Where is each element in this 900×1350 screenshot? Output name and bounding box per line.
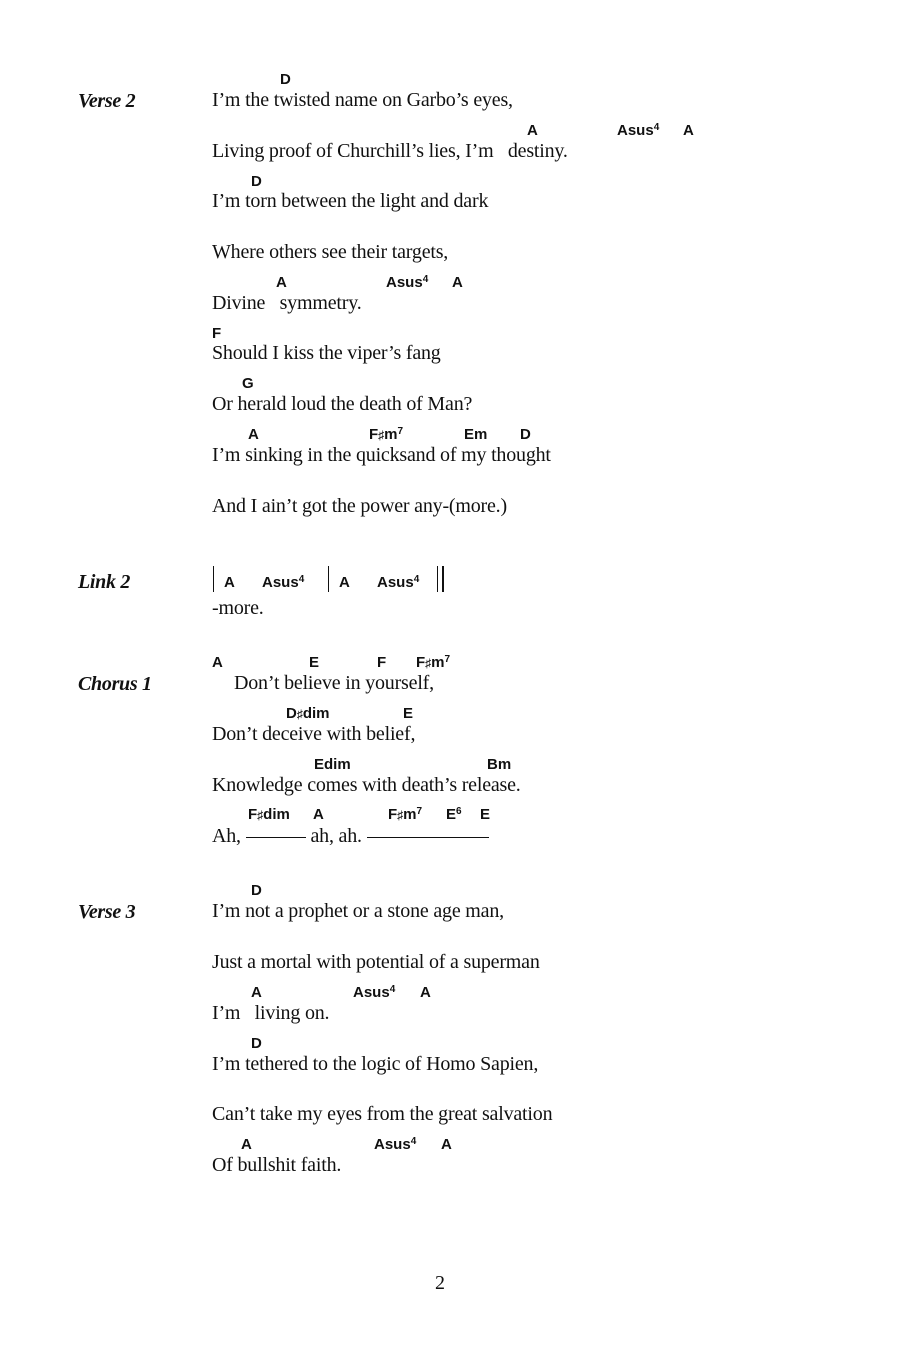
lyric-line: I’m sinking in the quicksand of my thought: [212, 444, 551, 466]
chord: [446, 806, 462, 823]
chord-extension: 4: [413, 574, 420, 585]
lyric-line: Where others see their targets,: [212, 241, 449, 263]
sharp-sign: ♯: [397, 808, 404, 822]
chord-root: Asus: [374, 1136, 411, 1153]
chord: [286, 705, 330, 722]
chord: Em: [464, 426, 488, 443]
melisma-line: [367, 836, 489, 838]
chord-root: Asus: [262, 574, 299, 591]
chord-root: F: [416, 654, 426, 671]
lyric-line: Can’t take my eyes from the great salvation: [212, 1103, 553, 1125]
lyric-line: Or herald loud the death of Man?: [212, 393, 473, 415]
chord: A: [420, 984, 431, 1001]
chord: D: [520, 426, 531, 443]
section-label-link-2: Link 2: [78, 571, 131, 593]
chord-quality: dim: [302, 705, 330, 722]
chord-extension: 4: [653, 122, 660, 133]
chord-quality: m: [384, 426, 398, 443]
chord: [369, 426, 403, 443]
section-label-verse-3: Verse 3: [78, 901, 136, 923]
chord: A: [248, 426, 259, 443]
chord: [617, 122, 659, 139]
chord: F: [377, 654, 387, 671]
barline: [213, 566, 214, 592]
lyric-fragment: Ah,: [212, 825, 241, 847]
chord-extension: 4: [410, 1136, 417, 1147]
chord-root: E: [446, 806, 457, 823]
final-barline-thick: [442, 566, 444, 592]
chord-root: Asus: [386, 274, 423, 291]
lyric-line: [212, 825, 489, 848]
sharp-sign: ♯: [378, 428, 385, 442]
chord: A: [224, 574, 235, 591]
chord: Edim: [314, 756, 351, 773]
chord: Bm: [487, 756, 512, 773]
lyric-line: Don’t believe in yourself,: [234, 672, 434, 694]
section-label-verse-2: Verse 2: [78, 90, 136, 112]
chord: [388, 806, 422, 823]
lyric-line: -more.: [212, 597, 264, 619]
chord: A: [212, 654, 223, 671]
lyric-line: I’m tethered to the logic of Homo Sapien,: [212, 1053, 539, 1075]
page-number: 2: [435, 1272, 445, 1294]
chord: D: [280, 71, 291, 88]
chord-extension: 4: [389, 984, 396, 995]
chord: A: [241, 1136, 252, 1153]
chord-quality: m: [403, 806, 417, 823]
lyric-line: Of bullshit faith.: [212, 1154, 342, 1176]
chord-root: Asus: [617, 122, 654, 139]
lyric-line: I’m not a prophet or a stone age man,: [212, 900, 504, 922]
chord: A: [251, 984, 262, 1001]
chord-extension: 7: [416, 806, 423, 817]
chord: [416, 654, 450, 671]
chord: E: [480, 806, 491, 823]
chord: A: [441, 1136, 452, 1153]
chord: [248, 806, 290, 823]
chord-quality: m: [431, 654, 445, 671]
final-barline: [437, 566, 438, 592]
lyric-line: I’m living on.: [212, 1002, 330, 1024]
sharp-sign: ♯: [296, 707, 303, 721]
lyric-line: Knowledge comes with death’s release.: [212, 774, 521, 796]
chord: E: [309, 654, 320, 671]
chord-root: F: [388, 806, 398, 823]
chord-extension: 7: [444, 654, 451, 665]
lyric-line: Living proof of Churchill’s lies, I’m destiny.: [212, 140, 568, 162]
chord-root: F: [369, 426, 379, 443]
lyric-fragment: ah, ah.: [310, 825, 362, 847]
chord: G: [242, 375, 254, 392]
chord: A: [276, 274, 287, 291]
chord-extension: 4: [422, 274, 429, 285]
sharp-sign: ♯: [257, 808, 264, 822]
lyric-line: Should I kiss the viper’s fang: [212, 342, 441, 364]
chord: D: [251, 1035, 262, 1052]
chord-root: Asus: [377, 574, 414, 591]
barline: [328, 566, 329, 592]
chord: A: [313, 806, 324, 823]
lyric-line: Divine symmetry.: [212, 292, 362, 314]
lyric-line: I’m the twisted name on Garbo’s eyes,: [212, 89, 513, 111]
chord-extension: 4: [298, 574, 305, 585]
lyric-line: Don’t deceive with belief,: [212, 723, 416, 745]
chord: D: [251, 882, 262, 899]
lyric-line: And I ain’t got the power any-(more.): [212, 495, 507, 517]
melisma-line: [246, 836, 306, 838]
chord: A: [339, 574, 350, 591]
section-label-chorus-1: Chorus 1: [78, 673, 152, 695]
chord: A: [683, 122, 694, 139]
chord: [374, 1136, 416, 1153]
chord: A: [452, 274, 463, 291]
chord: D: [251, 173, 262, 190]
chord: [386, 274, 428, 291]
chord-root: D: [286, 705, 297, 722]
chord-extension: 6: [456, 806, 462, 817]
chord-extension: 7: [397, 426, 404, 437]
chord-root: Asus: [353, 984, 390, 1001]
chord: E: [403, 705, 414, 722]
lyric-line: Just a mortal with potential of a superman: [212, 951, 540, 973]
chord: [353, 984, 395, 1001]
chord-quality: dim: [263, 806, 290, 823]
chord: [377, 574, 419, 591]
chord-root: F: [248, 806, 258, 823]
lyric-line: I’m torn between the light and dark: [212, 190, 489, 212]
sharp-sign: ♯: [425, 656, 432, 670]
chord: F: [212, 325, 222, 342]
chord: A: [527, 122, 538, 139]
chord: [262, 574, 304, 591]
